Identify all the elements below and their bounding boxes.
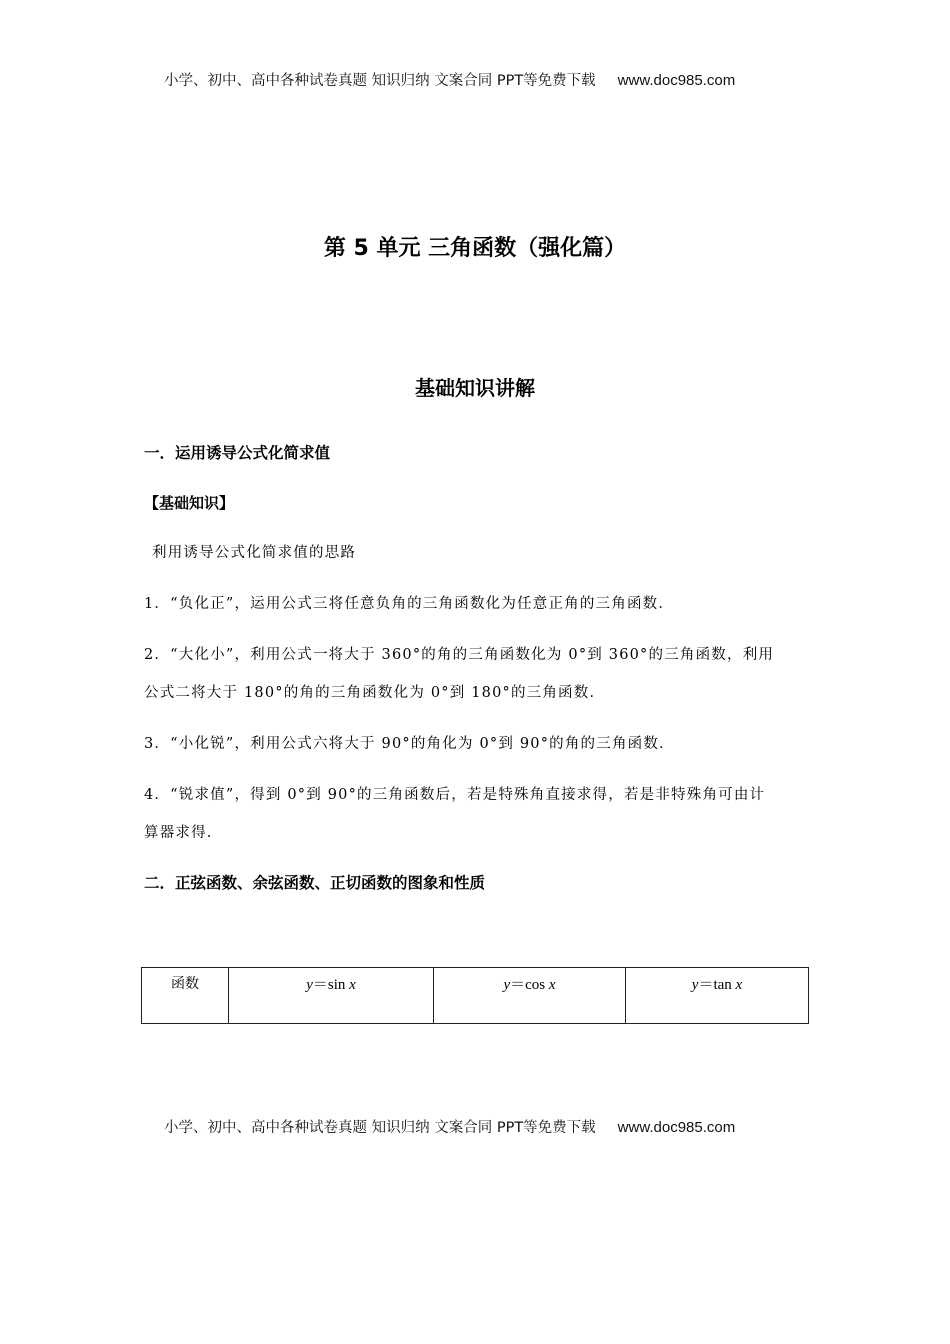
list-item-3: 3．“小化锐”，利用公式六将大于 90°的角化为 0°到 90°的角的三角函数． bbox=[144, 736, 675, 752]
header-site-link[interactable]: www.doc985.com bbox=[617, 72, 736, 89]
footer-text: 小学、初中、高中各种试卷真题 知识归纳 文案合同 PPT等免费下载 bbox=[164, 1120, 596, 1136]
section-2-heading: 二．正弦函数、余弦函数、正切函数的图象和性质 bbox=[144, 874, 486, 892]
func-sin: ＝sin bbox=[312, 977, 350, 993]
document-title: 第 5 单元 三角函数（强化篇） bbox=[323, 236, 627, 261]
var-x: x bbox=[349, 977, 356, 993]
page-header bbox=[164, 69, 735, 90]
var-y: y bbox=[691, 977, 699, 993]
table-row bbox=[142, 968, 809, 1024]
section-1-heading: 一．运用诱导公式化简求值 bbox=[144, 444, 331, 462]
document-subtitle: 基础知识讲解 bbox=[415, 376, 535, 400]
list-item-1: 1．“负化正”，运用公式三将任意负角的三角函数化为任意正角的三角函数． bbox=[144, 596, 675, 612]
table-header-cos bbox=[434, 968, 626, 1024]
footer-site-link[interactable]: www.doc985.com bbox=[617, 1119, 736, 1136]
basic-knowledge-label: 【基础知识】 bbox=[144, 494, 235, 512]
list-item-4: 4．“锐求值”，得到 0°到 90°的三角函数后，若是特殊角直接求得，若是非特殊角可由计 bbox=[144, 787, 766, 803]
table-header-label: 函数 bbox=[142, 968, 229, 1024]
list-item-4-cont: 算器求得． bbox=[144, 825, 223, 841]
page-footer bbox=[164, 1116, 735, 1137]
func-tan: ＝tan bbox=[698, 977, 736, 993]
header-text: 小学、初中、高中各种试卷真题 知识归纳 文案合同 PPT等免费下载 bbox=[164, 73, 596, 89]
var-y: y bbox=[503, 977, 511, 993]
list-item-2-cont: 公式二将大于 180°的角的三角函数化为 0°到 180°的三角函数． bbox=[144, 685, 606, 701]
func-cos: ＝cos bbox=[510, 977, 549, 993]
var-y: y bbox=[306, 977, 313, 993]
table-header-tan bbox=[626, 968, 809, 1024]
var-x: x bbox=[548, 977, 556, 993]
var-x: x bbox=[735, 977, 743, 993]
intro-text: 利用诱导公式化简求值的思路 bbox=[152, 545, 357, 561]
table-header-sin bbox=[229, 968, 434, 1024]
list-item-2: 2．“大化小”，利用公式一将大于 360°的角的三角函数化为 0°到 360°的三角函数，利用 bbox=[144, 647, 775, 663]
function-table bbox=[141, 967, 809, 1024]
